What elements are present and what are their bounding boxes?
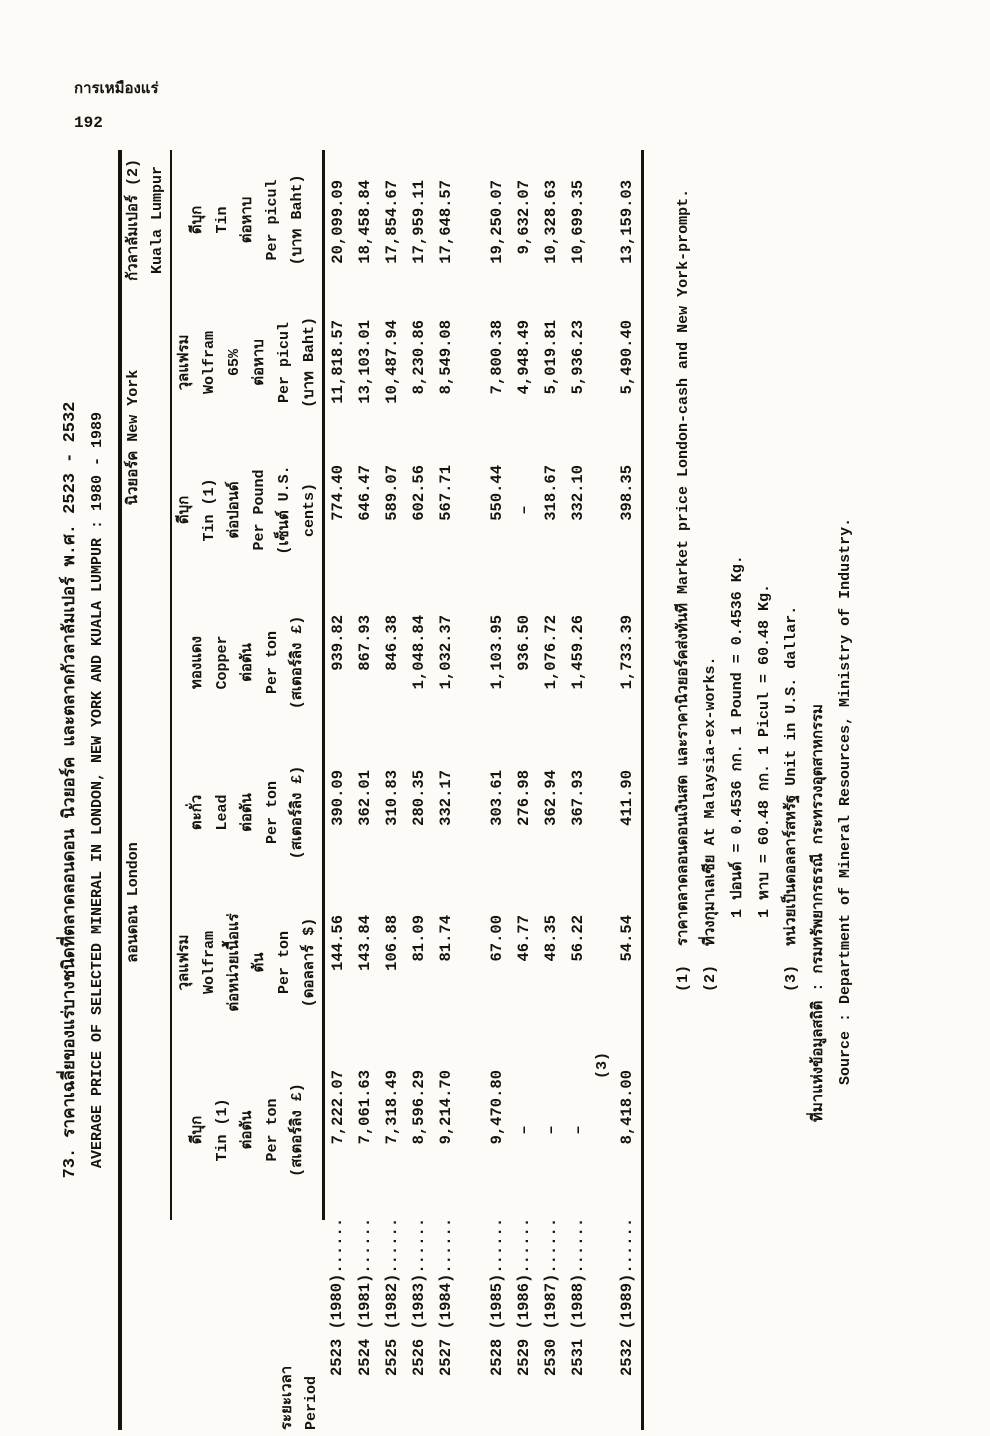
footnote-text: ที่วงกุมาเลเซีย At Malaysia-ex-works. [702, 656, 719, 946]
period-cell: 2528 (1985)...... [488, 1217, 506, 1376]
table-row [433, 150, 460, 1430]
value-cell: 846.38 [383, 614, 401, 671]
period-cell: 2524 (1981)...... [356, 1217, 374, 1376]
value-cell: 567.71 [437, 464, 455, 521]
value-cell: 318.67 [542, 464, 560, 521]
value-cell: 10,699.35 [569, 179, 587, 264]
table-readable-content [55, 150, 935, 1430]
table-row [511, 150, 538, 1430]
value-cell: 67.00 [488, 915, 506, 962]
footnote-text: ราคาตลาดลอนดอนเงินสด และราคานิวยอร์คส่งทันที Market price London-cash and New York-prompt. [675, 188, 692, 946]
value-cell: 1,459.26 [569, 614, 587, 690]
footnote-line-3 [724, 150, 751, 918]
value-cell: 8,596.29 [410, 1070, 428, 1145]
table-row [538, 150, 565, 1430]
period-cell: 2523 (1980)...... [328, 1217, 347, 1376]
value-cell: 362.01 [356, 770, 374, 826]
table-row [379, 150, 406, 1430]
page-number: 192 [74, 114, 103, 132]
value-cell: 8,230.86 [410, 319, 428, 395]
value-cell: 9,214.70 [437, 1070, 455, 1145]
source-line-english: Source : Department of Mineral Resources, Ministry of Industry. [837, 517, 854, 1085]
value-cell: 589.07 [383, 464, 401, 521]
period-header-thai: ระยะเวลา [278, 1365, 296, 1430]
table-title-thai: 73. ราคาเฉลี่ยของแร่บางชนิดที่ตลาดลอนดอน นิวยอร์ค และตลาดกัวลาลัมเปอร์ พ.ศ. 2523 - 2532 [61, 401, 80, 1179]
value-cell: 144.56 [329, 915, 347, 971]
value-cell: 1,103.95 [488, 614, 506, 690]
value-cell: 17,854.67 [383, 179, 401, 264]
footnote-number: (2) [702, 964, 719, 992]
footnote-line-4 [751, 150, 778, 918]
value-cell: 390.09 [329, 770, 347, 826]
table-row [324, 150, 353, 1430]
value-cell: 7,222.07 [329, 1070, 347, 1145]
footnote-line-1 [670, 150, 697, 992]
footnote-line-5 [778, 150, 805, 992]
footnotes-block [670, 150, 805, 1430]
period-cell: 2525 (1982)...... [383, 1217, 401, 1376]
value-cell: 10,487.94 [383, 319, 401, 404]
value-cell: 143.84 [356, 915, 374, 971]
column-header-copper-london: ทองแดง Copper ต่อตัน Per ton (สเตอร์ลิง £) [171, 585, 324, 740]
column-group-row [120, 150, 171, 1430]
column-header-tin-new-york: ดีบุก Tin (1) ต่อปอนด์ Per Pound (เซ็นต์ U.S. cents) [171, 435, 324, 585]
value-cell: 1,048.84 [410, 614, 428, 690]
footnote-marker-row [592, 150, 614, 1430]
footnote-text: 1 ปอนด์ = 0.4536 กก. 1 Pound = 0.4536 Kg. [729, 555, 746, 918]
footnote-line-2 [697, 150, 724, 992]
value-cell: 54.54 [618, 915, 636, 962]
table-row [614, 150, 643, 1430]
table-row [352, 150, 379, 1430]
value-cell: 550.44 [488, 464, 506, 521]
row-group-gap [460, 150, 484, 1430]
value-cell: 602.56 [410, 464, 428, 521]
source-line-thai: ที่มาแห่งข้อมูลสถิติ : กรมทรัพยากรธรณี กระทรวงอุตสาหกรรม [810, 704, 827, 1122]
value-cell: 81.09 [410, 915, 428, 962]
period-cell: 2526 (1983)...... [410, 1217, 428, 1376]
value-cell: 13,103.01 [356, 319, 374, 404]
value-cell: 17,648.57 [437, 179, 455, 264]
rotated-table-region [55, 150, 935, 1430]
column-header-tin-kuala-lumpur: ดีบุก Tin ต่อหาบ Per picul (บาท Baht) [171, 150, 324, 290]
value-cell: 5,019.81 [542, 319, 560, 395]
value-cell: 11,818.57 [329, 319, 347, 404]
value-cell: – [515, 505, 533, 515]
value-cell: 8,418.00 [618, 1070, 636, 1145]
value-cell: 939.82 [329, 614, 347, 671]
value-cell: 774.40 [329, 464, 347, 521]
value-cell: – [542, 1125, 560, 1135]
section-label: การเหมืองแร่ [74, 81, 159, 98]
value-cell: 411.90 [618, 770, 636, 826]
footnote-marker-3: (3) [594, 1052, 611, 1080]
mineral-price-table [118, 150, 644, 1430]
table-row [565, 150, 592, 1430]
value-cell: 10,328.63 [542, 179, 560, 264]
table-title-english: AVERAGE PRICE OF SELECTED MINERAL IN LONDON, NEW YORK AND KUALA LUMPUR : 1980 - 1989 [89, 411, 106, 1169]
value-cell: 5,936.23 [569, 319, 587, 395]
table-row [406, 150, 433, 1430]
footnote-text: หน่วยเป็นดอลลาร์สหรัฐ Unit in U.S. dallar. [783, 605, 800, 946]
value-cell: 7,318.49 [383, 1070, 401, 1145]
period-header-english: Period [302, 1375, 320, 1430]
value-cell: 7,061.63 [356, 1070, 374, 1145]
value-cell: 280.35 [410, 770, 428, 826]
value-cell: 81.74 [437, 915, 455, 962]
column-group-kuala-lumpur: กัวลาลัมเปอร์ (2) Kuala Lumpur [120, 150, 171, 290]
period-cell: 2529 (1986)...... [515, 1217, 533, 1376]
value-cell: 303.61 [488, 770, 506, 826]
value-cell: 48.35 [542, 915, 560, 962]
value-cell: 19,250.07 [488, 179, 506, 264]
value-cell: 20,099.09 [329, 179, 347, 264]
value-cell: 276.98 [515, 770, 533, 826]
value-cell: – [569, 1125, 587, 1135]
value-cell: 367.93 [569, 770, 587, 826]
period-cell: 2527 (1984)...... [437, 1217, 455, 1376]
value-cell: 17,959.11 [410, 179, 428, 264]
column-group-london: ลอนดอน London [120, 585, 171, 1220]
footnote-number: (3) [783, 964, 800, 992]
value-cell: 7,800.38 [488, 319, 506, 395]
value-cell: 867.93 [356, 614, 374, 671]
value-cell: 9,470.80 [488, 1070, 506, 1145]
value-cell: 1,733.39 [618, 614, 636, 690]
value-cell: 1,076.72 [542, 614, 560, 690]
table-row [484, 150, 511, 1430]
period-cell: 2531 (1988)...... [569, 1217, 587, 1376]
value-cell: 46.77 [515, 915, 533, 962]
column-header-period [120, 1220, 324, 1430]
value-cell: 9,632.07 [515, 179, 533, 255]
value-cell: 13,159.03 [618, 179, 636, 264]
period-cell: 2532 (1989)...... [618, 1217, 636, 1376]
period-cell: 2530 (1987)...... [542, 1217, 560, 1376]
value-cell: 332.17 [437, 770, 455, 826]
footnote-text: 1 หาบ = 60.48 กก. 1 Picul = 60.48 Kg. [756, 583, 773, 918]
column-group-new-york: นิวยอร์ค New York [120, 290, 171, 585]
value-cell: 362.94 [542, 770, 560, 826]
value-cell: 5,490.40 [618, 319, 636, 395]
value-cell: 310.83 [383, 770, 401, 826]
value-cell: 18,458.84 [356, 179, 374, 264]
column-header-tin-london: ดีบุก Tin (1) ต่อตัน Per ton (สเตอร์ลิง £) [171, 1040, 324, 1220]
footnote-number: (1) [675, 964, 692, 992]
value-cell: 8,549.08 [437, 319, 455, 395]
column-header-lead-london: ตะกั่ว Lead ต่อตัน Per ton (สเตอร์ลิง £) [171, 740, 324, 885]
value-cell: 106.88 [383, 915, 401, 971]
value-cell: 4,948.49 [515, 319, 533, 395]
value-cell: 56.22 [569, 915, 587, 962]
value-cell: 646.47 [356, 464, 374, 521]
value-cell: 398.35 [618, 464, 636, 521]
column-header-wolfram-new-york: วุลแฟรม Wolfram 65% ต่อหาบ Per picul (บาท Baht) [171, 290, 324, 435]
value-cell: 332.10 [569, 464, 587, 521]
value-cell: 1,032.37 [437, 614, 455, 690]
column-header-wolfram-london: วุลแฟรม Wolfram ต่อหน่วยเนื้อแร่ ตัน Per ton (ดอลลาร์ $) [171, 885, 324, 1040]
value-cell: 936.50 [515, 614, 533, 671]
value-cell: – [515, 1125, 533, 1135]
